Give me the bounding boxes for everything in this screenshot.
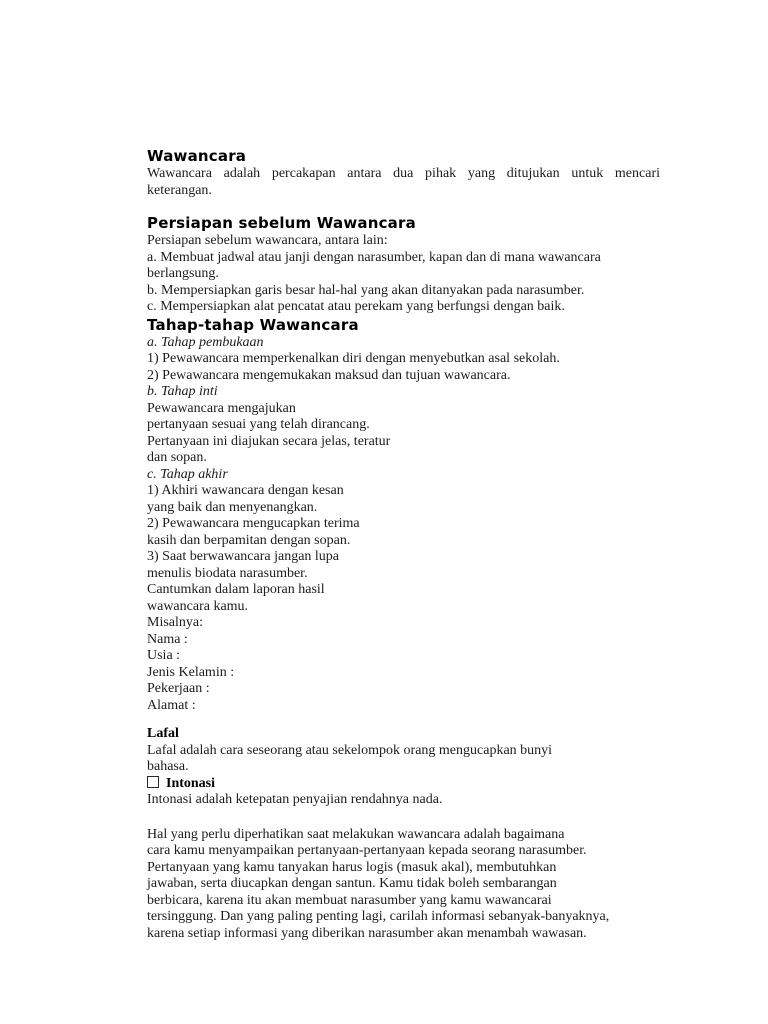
persiapan-list <box>147 233 660 316</box>
doc-line: c. Tahap akhir <box>147 466 228 482</box>
doc-line: c. Mempersiapkan alat pencatat atau perekam yang berfungsi dengan baik. <box>147 299 565 314</box>
doc-line: karena setiap informasi yang diberikan narasumber akan menambah wawasan. <box>147 925 587 941</box>
paragraph-line: keterangan. <box>147 182 212 198</box>
document-content <box>147 147 660 942</box>
section-heading-tahap: Tahap-tahap Wawancara <box>147 315 359 334</box>
doc-line: Alamat : <box>147 697 196 713</box>
doc-line: 1) Pewawancara memperkenalkan diri dengan menyebutkan asal sekolah. <box>147 351 560 366</box>
doc-line: Hal yang perlu diperhatikan saat melakukan wawancara adalah bagaimana <box>147 826 565 842</box>
doc-line: 1) Akhiri wawancara dengan kesan <box>147 483 344 498</box>
section-heading-persiapan: Persiapan sebelum Wawancara <box>147 214 416 232</box>
section-heading-intonasi: Intonasi <box>166 775 216 791</box>
doc-line: yang baik dan menyenangkan. <box>147 499 318 515</box>
doc-line: b. Mempersiapkan garis besar hal-hal yang akan ditanyakan pada narasumber. <box>147 282 585 298</box>
doc-line: dan sopan. <box>147 450 207 465</box>
doc-line: b. Tahap inti <box>147 384 218 399</box>
doc-line: Misalnya: <box>147 615 203 630</box>
doc-line: Persiapan sebelum wawancara, antara lain: <box>147 233 388 248</box>
doc-line: Pewawancara mengajukan <box>147 400 296 416</box>
doc-line: Usia : <box>147 648 181 663</box>
doc-line: cara kamu menyampaikan pertanyaan-pertanyaan kepada seorang narasumber. <box>147 843 587 858</box>
doc-line: 2) Pewawancara mengemukakan maksud dan tujuan wawancara. <box>147 367 511 383</box>
doc-line: berbicara, karena itu akan membuat narasumber yang kamu wawancarai <box>147 892 552 908</box>
paragraph-line: Intonasi adalah ketepatan penyajian rendahnya nada. <box>147 792 443 807</box>
section-heading-wawancara: Wawancara <box>147 147 247 165</box>
doc-line: 3) Saat berwawancara jangan lupa <box>147 549 340 564</box>
paragraph-line: Wawancara adalah percakapan antara dua pihak yang ditujukan untuk mencari <box>147 166 660 181</box>
doc-line: tersinggung. Dan yang paling penting lagi, carilah informasi sebanyak-banyaknya, <box>147 909 610 924</box>
doc-line: kasih dan berpamitan dengan sopan. <box>147 532 351 548</box>
doc-line: Pertanyaan yang kamu tanyakan harus logis (masuk akal), membutuhkan <box>147 859 557 875</box>
doc-line: a. Membuat jadwal atau janji dengan narasumber, kapan dan di mana wawancara <box>147 249 601 265</box>
lafal-list <box>147 743 660 776</box>
doc-line: menulis biodata narasumber. <box>147 565 308 581</box>
doc-line: Pekerjaan : <box>147 681 210 696</box>
doc-line: bahasa. <box>147 759 189 774</box>
intro-paragraph <box>147 166 660 199</box>
intonasi-heading-line <box>147 776 660 793</box>
doc-line: wawancara kamu. <box>147 598 249 614</box>
doc-line: jawaban, serta diucapkan dengan santun. Kamu tidak boleh sembarangan <box>147 876 557 891</box>
doc-line: a. Tahap pembukaan <box>147 334 264 350</box>
doc-line: berlangsung. <box>147 266 219 281</box>
spacer <box>147 809 660 827</box>
doc-line: Lafal adalah cara seseorang atau sekelompok orang mengucapkan bunyi <box>147 742 553 758</box>
closing-paragraph <box>147 827 660 943</box>
doc-line: pertanyaan sesuai yang telah dirancang. <box>147 417 370 432</box>
doc-line: Cantumkan dalam laporan hasil <box>147 582 325 597</box>
tahap-list <box>147 335 660 715</box>
doc-line: 2) Pewawancara mengucapkan terima <box>147 516 360 531</box>
checkbox-icon <box>147 776 159 788</box>
doc-line: Jenis Kelamin : <box>147 664 235 680</box>
spacer <box>147 714 660 726</box>
section-heading-lafal: Lafal <box>147 726 179 741</box>
doc-line: Pertanyaan ini diajukan secara jelas, teratur <box>147 433 391 449</box>
doc-line: Nama : <box>147 631 188 647</box>
